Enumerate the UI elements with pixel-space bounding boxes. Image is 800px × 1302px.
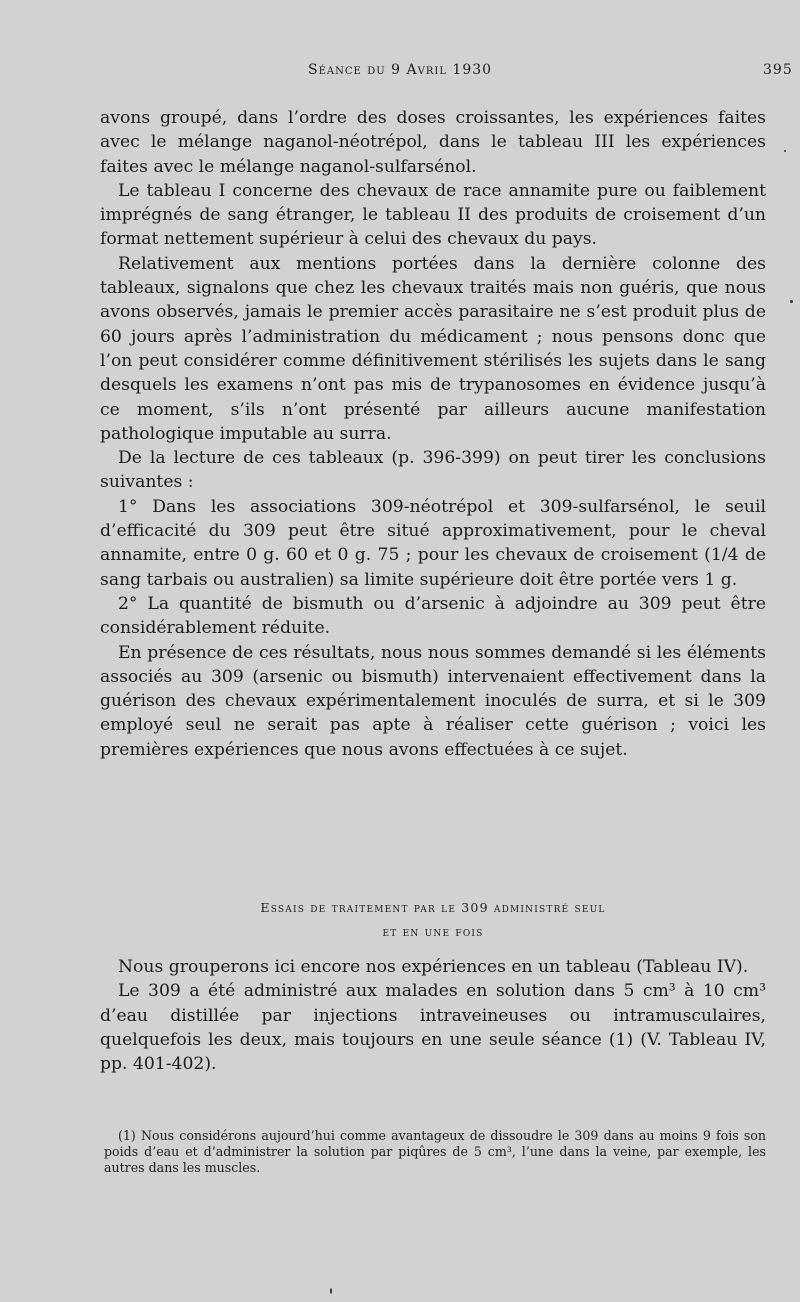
paragraph-4: De la lecture de ces tableaux (p. 396-399) on peut tirer les conclusions suivantes : — [100, 448, 766, 493]
paragraph-3: Relativement aux mentions portées dans la dernière colonne des tableaux, signalons que chez les chevaux traités mais non guéris, que nous avons observés, jamais le premier accès parasitaire ne s’est produit plus de 60 jours après l’administration du médicament ; nous pensons donc que l’on peut considérer comme définitivement stérilisés les sujets dans le sang desquels les examens n’ont pas mis de trypanosomes en évidence jusqu’à ce moment, s’ils n’ont présenté par ailleurs aucune manifestation pathologique imputable au surra. — [100, 253, 766, 444]
section-heading-line-2: et en une fois — [382, 924, 484, 939]
print-speck — [330, 1288, 332, 1294]
paragraph-7: En présence de ces résultats, nous nous sommes demandé si les éléments associés au 309 (arsenic ou bismuth) intervenaient effectivement dans la guérison des chevaux expérimentalement inoculés de surra, et si le 309 employé seul ne serait pas apte à réaliser cette guérison ; voici les premières expériences que nous avons effectuées à ce sujet. — [100, 642, 766, 760]
paragraph-2: Le tableau I concerne des chevaux de race annamite pure ou faiblement imprégnés de sang étranger, le tableau II des produits de croisement d’un format nettement supérieur à celui des chevaux du pays. — [100, 180, 766, 250]
footnote-text: (1) Nous considérons aujourd’hui comme avantageux de dissoudre le 309 dans au moins 9 fois son poids d’eau et d’administrer la solution par piqûres de 5 cm³, l’une dans la veine, par exemple, les autres dans les muscles. — [104, 1128, 766, 1175]
footnote — [104, 1128, 766, 1176]
paragraph-9: Le 309 a été administré aux malades en solution dans 5 cm³ à 10 cm³ d’eau distillée par injections intraveineuses ou intramusculaires, quelquefois les deux, mais toujours en une seule séance (1) (V. Tableau IV, pp. 401-402). — [100, 981, 766, 1075]
running-header — [0, 62, 800, 86]
paragraph-1: avons groupé, dans l’ordre des doses croissantes, les expériences faites avec le mélange naganol-néotrépol, dans le tableau III les expériences faites avec le mélange naganol-sulfarsénol. — [100, 108, 766, 177]
main-text — [100, 106, 766, 762]
paragraph-8: Nous grouperons ici encore nos expériences en un tableau (Tableau IV). — [118, 957, 749, 977]
section-heading-line-1: Essais de traitement par le 309 administré seul — [260, 900, 606, 915]
section-heading — [100, 896, 766, 944]
paragraph-6: 2° La quantité de bismuth ou d’arsenic à adjoindre au 309 peut être considérablement réduite. — [100, 593, 766, 639]
header-title: Séance du 9 Avril 1930 — [308, 62, 493, 78]
page-number: 395 — [763, 62, 793, 78]
section-text — [100, 955, 766, 1076]
print-speck — [790, 300, 793, 303]
print-speck — [784, 150, 786, 152]
paragraph-5: 1° Dans les associations 309-néotrépol et 309-sulfarsénol, le seuil d’efficacité du 309 peut être situé approximativement, pour le cheval annamite, entre 0 g. 60 et 0 g. 75 ; pour les chevaux de croisement (1/4 de sang tarbais ou australien) sa limite supérieure doit être portée vers 1 g. — [100, 496, 766, 590]
